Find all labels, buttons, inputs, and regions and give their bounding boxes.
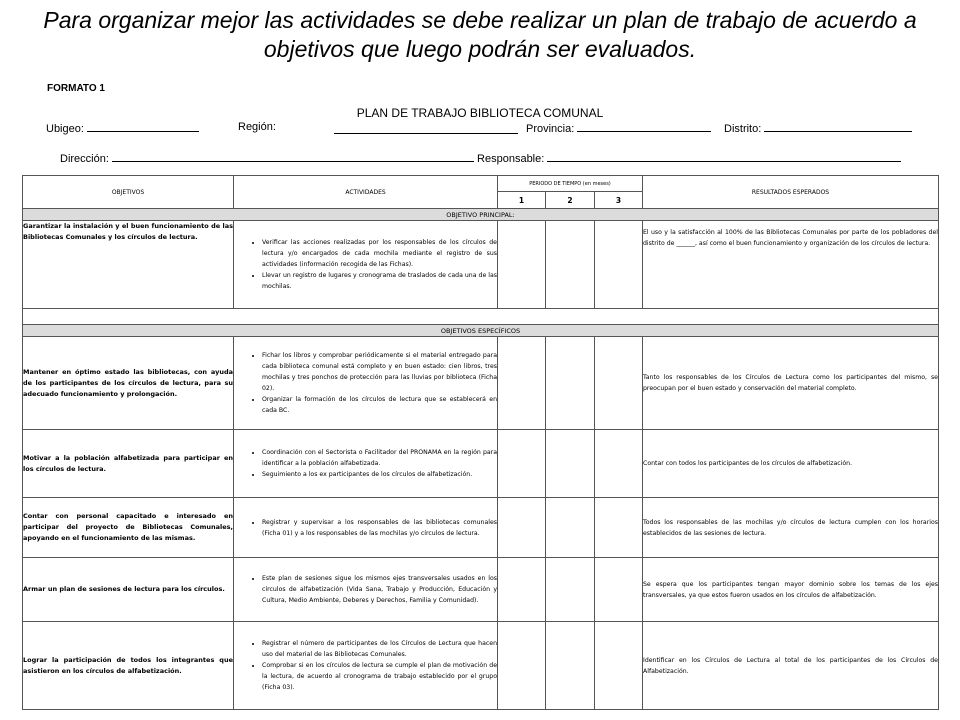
table-row — [23, 558, 939, 622]
activities-cell — [234, 337, 498, 430]
format-label: FORMATO 1 — [47, 83, 105, 94]
spacer-row — [23, 309, 939, 325]
ubigeo-label: Ubigeo: — [46, 123, 84, 135]
period-cell-2[interactable] — [546, 221, 595, 309]
region-blank — [334, 121, 518, 134]
provincia-blank — [577, 121, 711, 132]
region-field — [238, 121, 276, 133]
result-cell: Se espera que los participantes tengan mayor dominio sobre los temas de los ejes transversales, ya que estos fueron usados en los círculos de alfabetización. — [643, 558, 939, 622]
result-cell: Contar con todos los participantes de los círculos de alfabetización. — [643, 430, 939, 498]
activities-cell — [234, 498, 498, 558]
ubigeo-blank — [87, 121, 199, 132]
objective-cell: Lograr la participación de todos los integrantes que asistieron en los círculos de alfabetización. — [23, 622, 234, 710]
period-cell-1[interactable] — [498, 221, 546, 309]
provincia-label: Provincia: — [526, 123, 575, 135]
activity-item: • Verificar las acciones realizadas por los responsables de los círculos de lectura y/o encargados de cada mochila mediante el registro de sus actividades (información recogida de las Fichas). — [262, 237, 497, 270]
direccion-blank — [112, 151, 474, 162]
distrito-label: Distrito: — [724, 123, 762, 135]
result-cell: Todos los responsables de las mochilas y/o círculos de lectura cumplen con los horarios establecidos de las sesiones de lectura. — [643, 498, 939, 558]
activity-item: • Coordinación con el Sectorista o Facilitador del PRONAMA en la región para identificar a la población alfabetizada. — [262, 447, 497, 469]
period-cell-3[interactable] — [595, 337, 643, 430]
provincia-field — [526, 121, 711, 135]
period-cell-3[interactable] — [595, 498, 643, 558]
result-cell: El uso y la satisfacción al 100% de las Bibliotecas Comunales por parte de los pobladores del distrito de ______, así como el buen funcionamiento y organización de los círculos de lectura. — [643, 221, 939, 309]
objective-cell: Armar un plan de sesiones de lectura para los círculos. — [23, 558, 234, 622]
table-row — [23, 337, 939, 430]
period-cell-2[interactable] — [546, 498, 595, 558]
responsable-label: Responsable: — [477, 153, 545, 165]
header-objetivos: OBJETIVOS — [23, 176, 234, 209]
headline: Para organizar mejor las actividades se debe realizar un plan de trabajo de acuerdo a objetivos que luego podrán ser evaluados. — [43, 7, 917, 62]
table-row — [23, 221, 939, 309]
period-cell-3[interactable] — [595, 221, 643, 309]
table-row — [23, 622, 939, 710]
header-periodo: PERIODO DE TIEMPO (en meses) — [498, 176, 643, 192]
period-cell-3[interactable] — [595, 622, 643, 710]
ubigeo-field — [46, 121, 199, 135]
objective-cell: Contar con personal capacitado e interesado en participar del proyecto de Bibliotecas Comunales, apoyando en el funcionamiento de las mismas. — [23, 498, 234, 558]
objective-cell: Mantener en óptimo estado las bibliotecas, con ayuda de los participantes de los círculos de lectura, para su adecuado funcionamiento y prolongación. — [23, 337, 234, 430]
period-cell-1[interactable] — [498, 498, 546, 558]
table-row — [23, 430, 939, 498]
form-title: PLAN DE TRABAJO BIBLIOTECA COMUNAL — [356, 106, 604, 120]
period-cell-3[interactable] — [595, 558, 643, 622]
period-cell-1[interactable] — [498, 622, 546, 710]
activity-item: • Este plan de sesiones sigue los mismos ejes transversales usados en los círculos de alfabetización (Vida Sana, Trabajo y Producción, Educación y Cultura, Medio Ambiente, Deberes y Derechos, Familia y Comunidad). — [262, 573, 497, 606]
header-actividades: ACTIVIDADES — [234, 176, 498, 209]
table-row — [23, 498, 939, 558]
direccion-field — [60, 151, 901, 165]
activity-item: • Llevar un registro de lugares y cronograma de traslados de cada una de las mochilas. — [262, 270, 497, 292]
period-cell-1[interactable] — [498, 558, 546, 622]
work-plan-table — [22, 175, 939, 710]
period-cell-1[interactable] — [498, 337, 546, 430]
activity-item: • Registrar el número de participantes de los Círculos de Lectura que hacen uso del material de las Bibliotecas Comunales. — [262, 638, 497, 660]
header-month-1: 1 — [498, 192, 546, 209]
period-cell-3[interactable] — [595, 430, 643, 498]
period-cell-2[interactable] — [546, 337, 595, 430]
header-month-2: 2 — [546, 192, 595, 209]
distrito-blank — [764, 121, 912, 132]
result-cell: Tanto los responsables de los Círculos de Lectura como los participantes del mismo, se preocupan por el buen estado y conservación del material completo. — [643, 337, 939, 430]
activities-cell — [234, 622, 498, 710]
header-month-3: 3 — [595, 192, 643, 209]
period-cell-2[interactable] — [546, 558, 595, 622]
activity-item: • Organizar la formación de los círculos de lectura que se establecerá en cada BC. — [262, 394, 497, 416]
result-cell: Identificar en los Círculos de Lectura al total de los participantes de los Círculos de Alfabetización. — [643, 622, 939, 710]
responsable-blank — [547, 151, 901, 162]
objective-cell: Motivar a la población alfabetizada para participar en los círculos de lectura. — [23, 430, 234, 498]
section-objetivo-principal: OBJETIVO PRINCIPAL: — [23, 209, 939, 221]
period-cell-1[interactable] — [498, 430, 546, 498]
activity-item: • Fichar los libros y comprobar periódicamente si el material entregado para cada biblioteca comunal está completo y en buen estado: cien libros, tres mochilas y tres ponchos de protección para las lluvias por biblioteca (Ficha 02). — [262, 350, 497, 394]
activity-item: • Registrar y supervisar a los responsables de las bibliotecas comunales (Ficha 01) y a los responsables de las mochilas y/o círculos de lectura. — [262, 517, 497, 539]
header-resultados: RESULTADOS ESPERADOS — [643, 176, 939, 209]
activity-item: • Seguimiento a los ex participantes de los círculos de alfabetización. — [262, 469, 497, 480]
activities-cell — [234, 221, 498, 309]
period-cell-2[interactable] — [546, 430, 595, 498]
activity-item: • Comprobar si en los círculos de lectura se cumple el plan de motivación de la lectura, de acuerdo al cronograma de trabajo establecido por el grupo (Ficha 03). — [262, 660, 497, 693]
region-label: Región: — [238, 121, 276, 133]
activities-cell — [234, 430, 498, 498]
distrito-field — [724, 121, 912, 135]
activities-cell — [234, 558, 498, 622]
section-objetivos-especificos: OBJETIVOS ESPECÍFICOS — [23, 325, 939, 337]
period-cell-2[interactable] — [546, 622, 595, 710]
direccion-label: Dirección: — [60, 153, 109, 165]
objective-cell: Garantizar la instalación y el buen funcionamiento de las Bibliotecas Comunales y los círculos de lectura. — [23, 221, 234, 309]
